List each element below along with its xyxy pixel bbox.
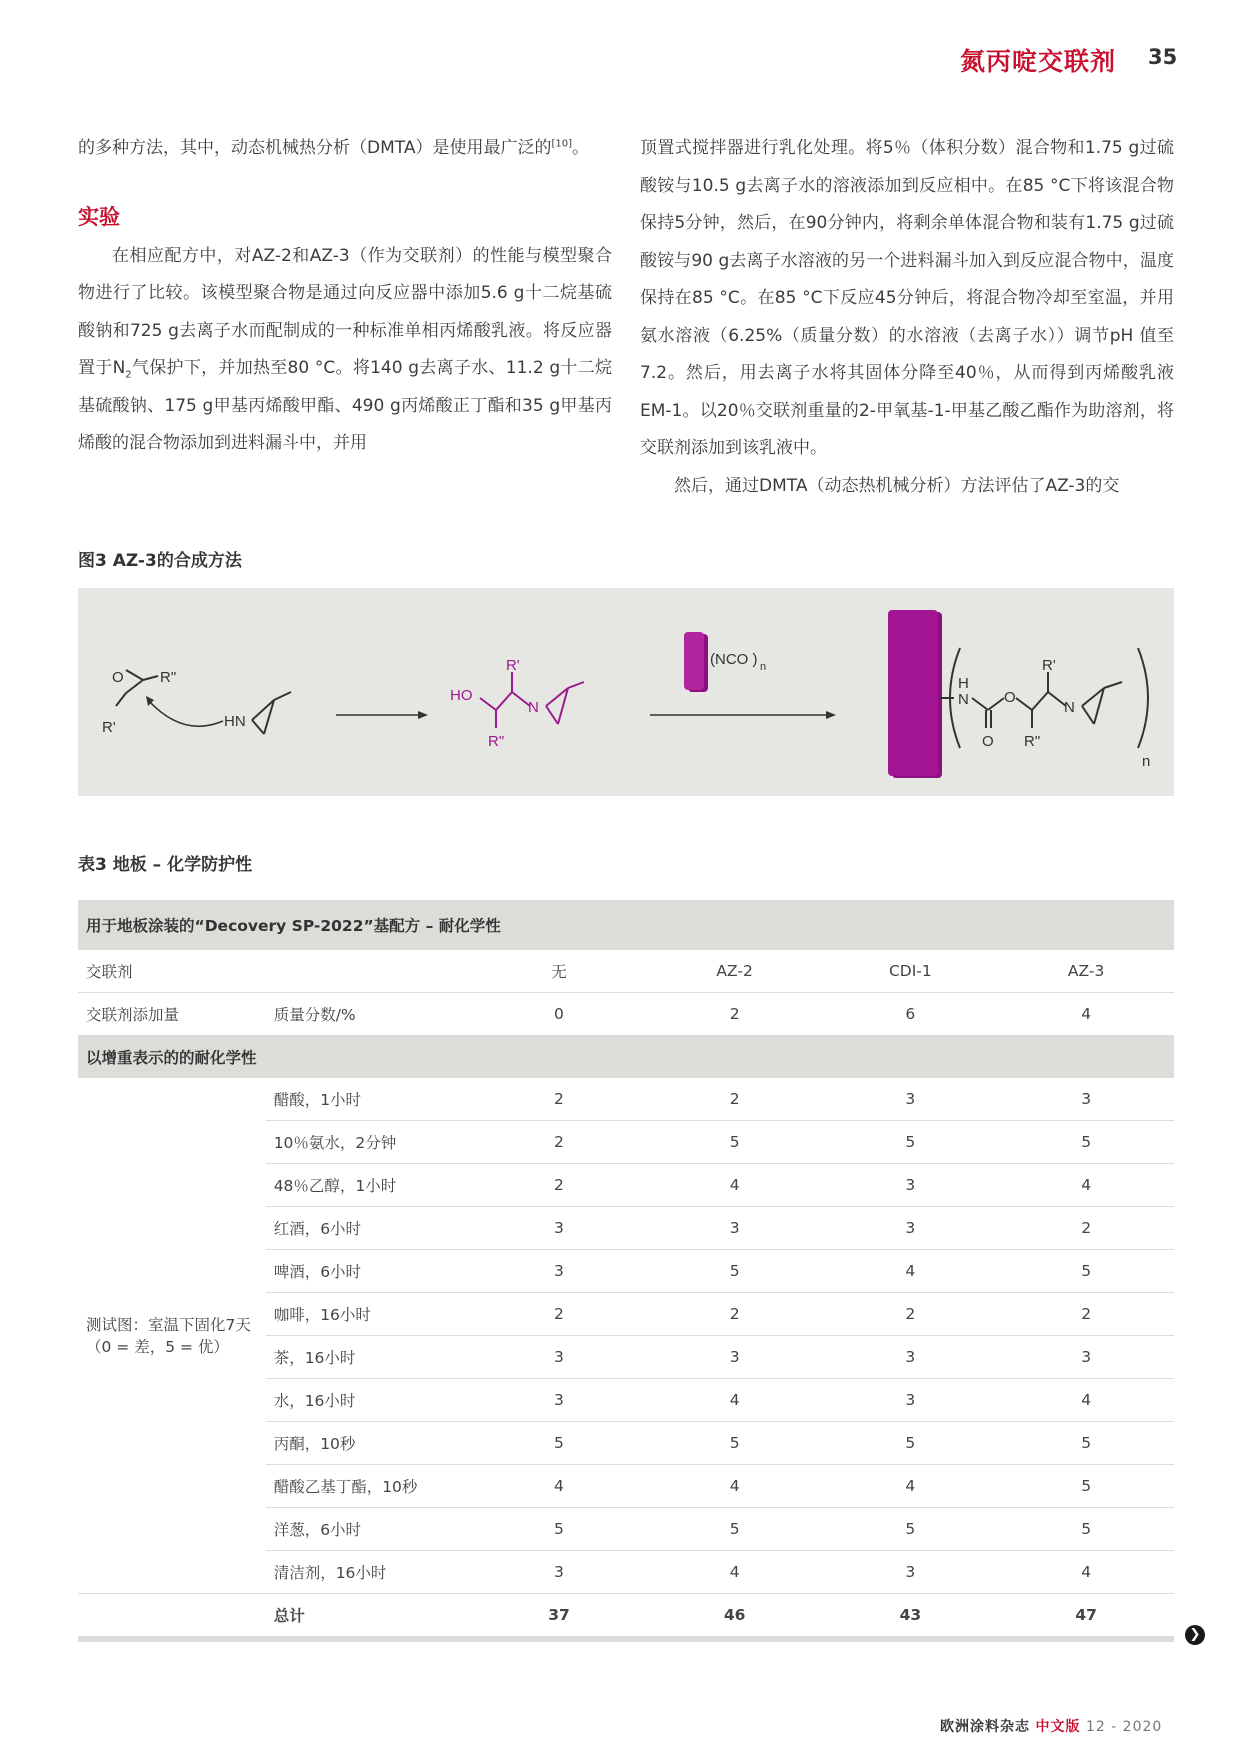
rating-cell: 5 (998, 1121, 1174, 1164)
rating-cell: 3 (822, 1207, 998, 1250)
intro-paragraph: 的多种方法，其中，动态机械热分析（DMTA）是使用最广泛的[10]。 (78, 138, 589, 158)
rating-cell: 5 (998, 1508, 1174, 1551)
rating-cell: 3 (998, 1336, 1174, 1379)
rating-cell: 2 (998, 1293, 1174, 1336)
isocyanate-subscript: n (760, 661, 767, 673)
total-cell: 43 (822, 1594, 998, 1640)
dmta-paragraph: 然后，通过DMTA（动态热机械分析）方法评估了AZ-3的交 (674, 475, 1120, 496)
test-name: 茶，16小时 (266, 1336, 471, 1379)
crosslinker-header: 无 (471, 950, 647, 993)
footer-issue: 12 - 2020 (1085, 1719, 1163, 1735)
rating-cell: 3 (822, 1078, 998, 1121)
rating-cell: 3 (471, 1207, 647, 1250)
rating-cell: 5 (822, 1121, 998, 1164)
curved-arrow (148, 700, 223, 726)
intermediate-ho: HO (450, 687, 473, 704)
rating-cell: 5 (822, 1422, 998, 1465)
rating-cell: 4 (647, 1465, 823, 1508)
page-number: 35 (1148, 45, 1178, 69)
total-row (78, 1594, 1174, 1640)
test-name: 48％乙醇，1小时 (266, 1164, 471, 1207)
rating-cell: 3 (471, 1336, 647, 1379)
rating-cell: 3 (822, 1164, 998, 1207)
table-caption: 表3 地板 – 化学防护性 (78, 855, 253, 875)
rating-cell: 2 (822, 1293, 998, 1336)
footer-publication: 欧洲涂料杂志 (940, 1719, 1030, 1735)
aziridine-ring (252, 692, 291, 734)
product-n: N (958, 691, 969, 708)
figure-caption: 图3 AZ-3的合成方法 (78, 551, 242, 571)
footer-edition: 中文版 (1035, 1719, 1081, 1735)
product-chain (972, 672, 1122, 728)
product-r-double: R" (1024, 733, 1041, 750)
rating-cell: 2 (471, 1078, 647, 1121)
aziridine-hn: HN (224, 713, 246, 730)
rating-cell: 4 (647, 1551, 823, 1594)
epoxide-r-double: R" (160, 669, 177, 686)
running-header-title: 氮丙啶交联剂 (960, 47, 1117, 76)
table-title-row: 用于地板涂装的“Decovery SP-2022”基配方 – 耐化学性 (78, 900, 1174, 950)
rating-cell: 4 (998, 1164, 1174, 1207)
rating-cell: 3 (822, 1379, 998, 1422)
amount-row: 交联剂添加量 质量分数/% 0 2 6 4 (78, 993, 1174, 1036)
rating-cell: 5 (647, 1121, 823, 1164)
test-name: 10％氨水，2分钟 (266, 1121, 471, 1164)
test-name: 丙酮，10秒 (266, 1422, 471, 1465)
rating-cell: 3 (471, 1250, 647, 1293)
next-page-icon[interactable]: ❯ (1185, 1625, 1205, 1645)
experiment-paragraph: 在相应配方中，对AZ-2和AZ-3（作为交联剂）的性能与模型聚合物进行了比较。该模型聚合物是通过向反应器中添加5.6 g十二烷基硫酸钠和725 g去离子水而配制成的一种标准单相丙烯酸乳液。将反应器置于$N_2$气保护下，并加热至80 °C。将140 g去离子水、11.2 g十二烷基硫酸钠、175 g甲基丙烯酸甲酯、490 g丙烯酸正丁酯和35 g甲基丙烯酸的混合物添加到进料漏斗中，并用 (78, 245, 612, 453)
intermediate-r-double: R" (488, 733, 505, 750)
test-name: 清洁剂，16小时 (266, 1551, 471, 1594)
rating-cell: 3 (647, 1336, 823, 1379)
rating-cell: 3 (822, 1551, 998, 1594)
epoxide-oxygen: O (112, 669, 124, 686)
test-name: 醋酸，1小时 (266, 1078, 471, 1121)
test-name: 红酒，6小时 (266, 1207, 471, 1250)
rating-cell: 5 (822, 1508, 998, 1551)
right-column (640, 130, 1174, 505)
rating-cell: 4 (647, 1164, 823, 1207)
rating-cell: 2 (647, 1078, 823, 1121)
product-ester-oxygen: O (1004, 689, 1016, 706)
rating-cell: 5 (998, 1422, 1174, 1465)
total-cell: 37 (471, 1594, 647, 1640)
section-band-row: 以增重表示的的耐化学性 (78, 1036, 1174, 1079)
test-name: 醋酸乙基丁酯，10秒 (266, 1465, 471, 1508)
rating-cell: 2 (471, 1164, 647, 1207)
product-aziridine-n: N (1064, 699, 1075, 716)
isocyanate-label: (NCO ) (710, 651, 758, 668)
rating-cell: 5 (647, 1422, 823, 1465)
rating-cell: 3 (822, 1336, 998, 1379)
table-row (78, 1078, 1174, 1121)
rating-cell: 4 (471, 1465, 647, 1508)
rating-cell: 4 (998, 1379, 1174, 1422)
rating-cell: 3 (647, 1207, 823, 1250)
section-heading-experiment: 实验 (78, 204, 120, 229)
test-name: 啤酒，6小时 (266, 1250, 471, 1293)
test-name: 咖啡，16小时 (266, 1293, 471, 1336)
rating-cell: 5 (647, 1508, 823, 1551)
rating-cell: 3 (471, 1379, 647, 1422)
rating-cell: 5 (998, 1250, 1174, 1293)
total-cell: 46 (647, 1594, 823, 1640)
right-bracket (1138, 648, 1148, 748)
rating-cell: 5 (998, 1465, 1174, 1508)
rating-cell: 3 (998, 1078, 1174, 1121)
crosslinker-header: CDI-1 (822, 950, 998, 993)
rating-cell: 4 (822, 1465, 998, 1508)
rating-cell: 2 (471, 1293, 647, 1336)
repeat-subscript: n (1142, 753, 1151, 770)
rating-cell: 3 (471, 1551, 647, 1594)
chemical-resistance-table (78, 900, 1174, 1642)
rating-cell: 5 (647, 1250, 823, 1293)
total-cell: 47 (998, 1594, 1174, 1640)
intermediate-n: N (528, 699, 539, 716)
citation-ref[interactable]: [10] (551, 138, 572, 150)
rating-cell: 4 (822, 1250, 998, 1293)
test-name: 洋葱，6小时 (266, 1508, 471, 1551)
emulsion-paragraph: 顶置式搅拌器进行乳化处理。将5％（体积分数）混合物和1.75 g过硫酸铵与10.5 g去离子水的溶液添加到反应相中。在85 °C下将该混合物保持5分钟，然后，在90分钟内，将剩余单体混合物和装有1.75 g过硫酸铵与90 g去离子水溶液的另一个进料漏斗加入到反应混合物中，温度保持在85 °C。在85 °C下反应45分钟后，将混合物冷却至室温，并用氨水溶液（6.25%（质量分数）的水溶液（去离子水））调节pH 值至7.2。然后，用去离子水将其固体分降至40％，从而得到丙烯酸乳液EM-1。以20％交联剂重量的2-甲氧基-1-甲基乙酸乙酯作为助溶剂，将交联剂添加到该乳液中。 (640, 138, 1174, 458)
left-column (78, 130, 612, 463)
rating-cell: 4 (998, 1551, 1174, 1594)
crosslinker-header: AZ-3 (998, 950, 1174, 993)
crosslinker-header: AZ-2 (647, 950, 823, 993)
rating-cell: 5 (471, 1422, 647, 1465)
test-condition-label: 测试图：室温下固化7天（0 = 差，5 = 优） (78, 1078, 266, 1594)
page-footer (940, 1716, 1162, 1736)
rating-cell: 2 (998, 1207, 1174, 1250)
rating-cell: 2 (647, 1293, 823, 1336)
synthesis-scheme (78, 588, 1174, 796)
rating-cell: 2 (471, 1121, 647, 1164)
synthesis-scheme-svg (78, 588, 1174, 796)
total-label: 总计 (266, 1594, 471, 1640)
product-r-single: R' (1042, 657, 1056, 674)
product-carbonyl-oxygen: O (982, 733, 994, 750)
rating-cell: 5 (471, 1508, 647, 1551)
intermediate-r-single: R' (506, 657, 520, 674)
rating-cell: 4 (647, 1379, 823, 1422)
product-h: H (958, 675, 969, 692)
epoxide-r-single: R' (102, 719, 116, 736)
crosslinker-row: 交联剂 无 AZ-2 CDI-1 AZ-3 (78, 950, 1174, 993)
test-name: 水，16小时 (266, 1379, 471, 1422)
